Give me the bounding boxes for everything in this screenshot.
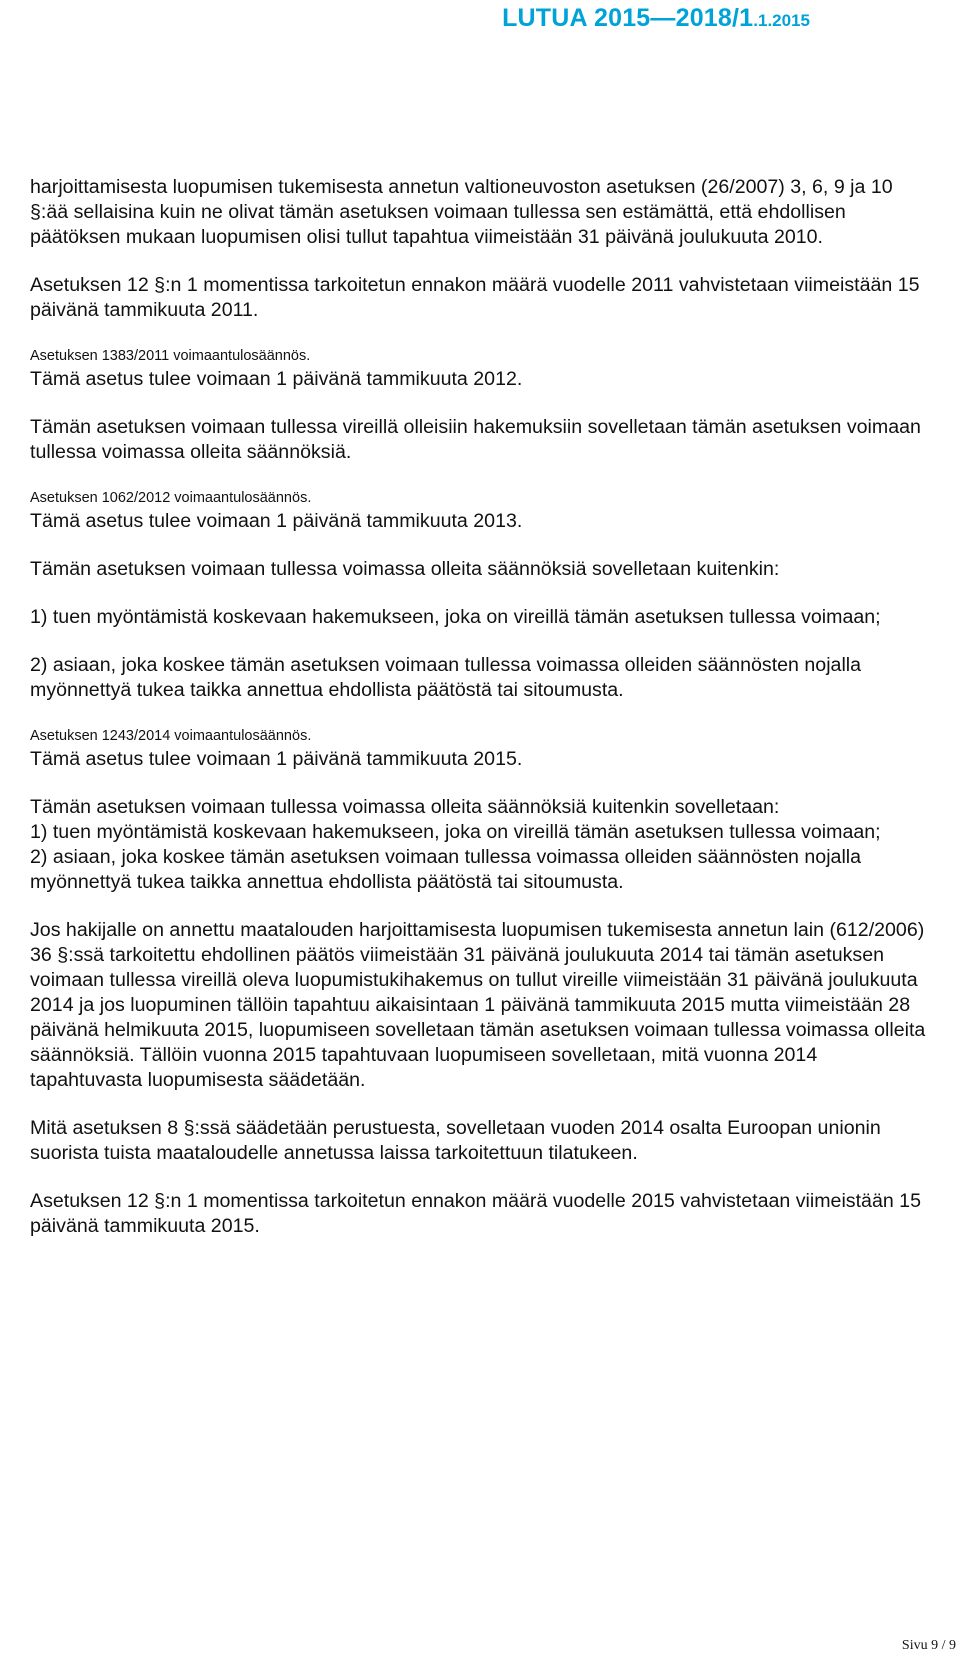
entry-into-force-note: Asetuksen 1243/2014 voimaantulosäännös. <box>30 728 312 744</box>
entry-into-force-note: Asetuksen 1383/2011 voimaantulosäännös. <box>30 348 311 364</box>
paragraph: Asetuksen 12 §:n 1 momentissa tarkoitetun ennakon määrä vuodelle 2015 vahvistetaan viimeistään 15 päivänä tammikuuta 2015. <box>30 1190 921 1237</box>
paragraph: harjoittamisesta luopumisen tukemisesta annetun valtioneuvoston asetuksen (26/2007) 3, 6, 9 ja 10 §:ää sellaisina kuin ne olivat tämän asetuksen voimaan tullessa sen estämättä, että ehdollisen päätöksen mukaan luopumisen olisi tullut tapahtua viimeistään 31 päivänä joulukuuta 2010. <box>30 176 893 248</box>
list-item: 1) tuen myöntämistä koskevaan hakemukseen, joka on vireillä tämän asetuksen tullessa voimaan; <box>30 821 881 843</box>
paragraph: Tämän asetuksen voimaan tullessa voimassa olleita säännöksiä kuitenkin sovelletaan: <box>30 796 780 818</box>
document-header <box>310 4 810 33</box>
paragraph: Tämän asetuksen voimaan tullessa vireillä olleisiin hakemuksiin sovelletaan tämän asetuksen voimaan tullessa voimassa olleita säännöksiä. <box>30 416 921 463</box>
list-item: 2) asiaan, joka koskee tämän asetuksen voimaan tullessa voimassa olleiden säännösten nojalla myönnettyä tukea taikka annettua ehdollista päätöstä tai sitoumusta. <box>30 846 862 893</box>
paragraph: Tämä asetus tulee voimaan 1 päivänä tammikuuta 2015. <box>30 748 523 770</box>
page-number: Sivu 9 / 9 <box>901 1638 956 1653</box>
paragraph: Mitä asetuksen 8 §:ssä säädetään perustuesta, sovelletaan vuoden 2014 osalta Euroopan unionin suorista tuista maataloudelle annetussa laissa tarkoitettuun tilatukeen. <box>30 1117 881 1164</box>
paragraph: Tämä asetus tulee voimaan 1 päivänä tammikuuta 2012. <box>30 368 523 390</box>
document-body <box>30 175 928 1239</box>
paragraph: Asetuksen 12 §:n 1 momentissa tarkoitetun ennakon määrä vuodelle 2011 vahvistetaan viimeistään 15 päivänä tammikuuta 2011. <box>30 274 920 321</box>
paragraph: Tämä asetus tulee voimaan 1 päivänä tammikuuta 2013. <box>30 510 523 532</box>
header-title: LUTUA 2015—2018/1 <box>502 4 754 32</box>
list-item: 2) asiaan, joka koskee tämän asetuksen voimaan tullessa voimassa olleiden säännösten nojalla myönnettyä tukea taikka annettua ehdollista päätöstä tai sitoumusta. <box>30 654 862 701</box>
entry-into-force-note: Asetuksen 1062/2012 voimaantulosäännös. <box>30 490 312 506</box>
paragraph: Tämän asetuksen voimaan tullessa voimassa olleita säännöksiä sovelletaan kuitenkin: <box>30 558 780 580</box>
paragraph: Jos hakijalle on annettu maatalouden harjoittamisesta luopumisen tukemisesta annetun lain (612/2006) 36 §:ssä tarkoitettu ehdollinen päätös viimeistään 31 päivänä joulukuuta 2014 tai tämän asetuksen voimaan tullessa vireillä oleva luopumistukihakemus on tullut vireille viimeistään 31 päivänä joulukuuta 2014 ja jos luopuminen tällöin tapahtuu aikaisintaan 1 päivänä tammikuuta 2015 mutta viimeistään 28 päivänä helmikuuta 2015, luopumiseen sovelletaan tämän asetuksen voimaan tullessa voimassa olleita säännöksiä. Tällöin vuonna 2015 tapahtuvaan luopumiseen sovelletaan, mitä vuonna 2014 tapahtuvasta luopumisesta säädetään. <box>30 919 926 1091</box>
header-date: .1.2015 <box>753 11 810 30</box>
list-item: 1) tuen myöntämistä koskevaan hakemukseen, joka on vireillä tämän asetuksen tullessa voimaan; <box>30 606 881 628</box>
